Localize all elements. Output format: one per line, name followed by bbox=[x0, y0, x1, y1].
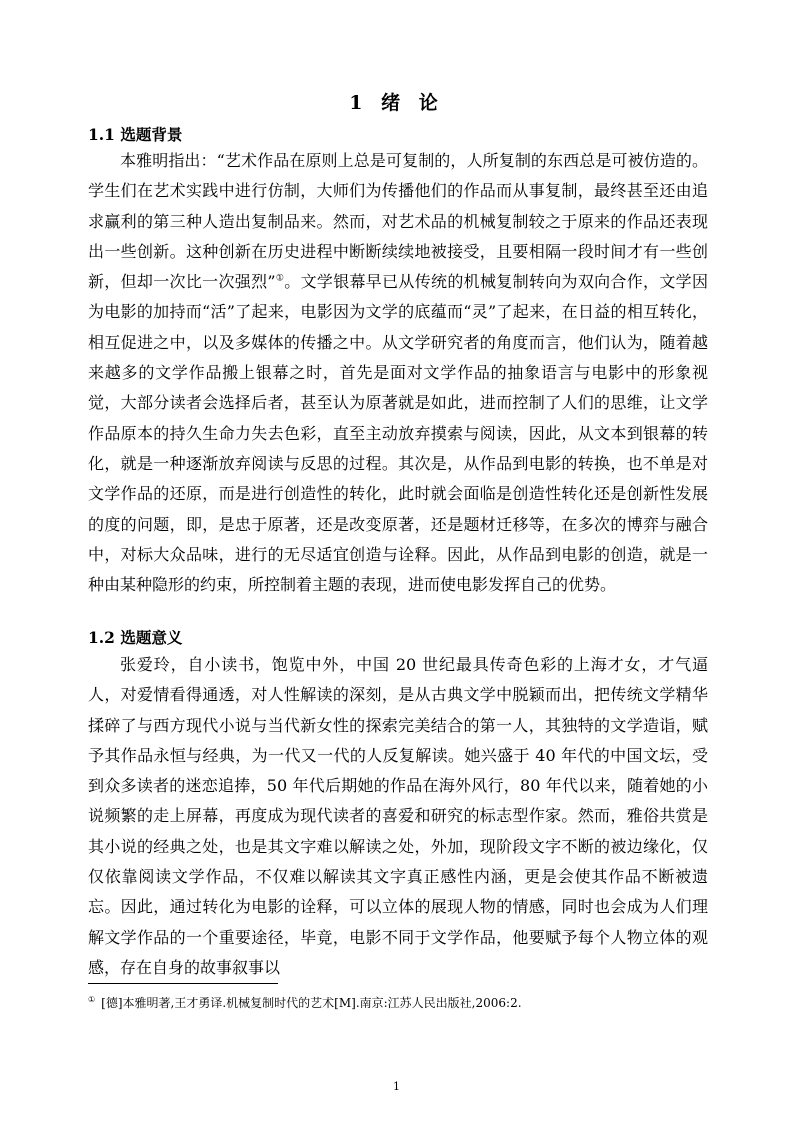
body-paragraph-background bbox=[88, 146, 708, 600]
footnote-text: [德]本雅明著,王才勇译.机械复制时代的艺术[M].南京:江苏人民出版社,2006:2. bbox=[101, 996, 522, 1010]
paragraph-text: 。文学银幕早已从传统的机械复制转向为双向合作，文学因为电影的加持而“活”了起来，电影因为文学的底蕴而“灵”了起来，在日益的相互转化，相互促进之中，以及多媒体的传播之中。从文学研究者的角度而言，他们认为，随着越来越多的文学作品搬上银幕之时，首先是面对文学作品的抽象语言与电影中的形象视觉，大部分读者会选择后者，甚至认为原著就是如此，进而控制了人们的思维，让文学作品原本的持久生命力失去色彩，直至主动放弃摸索与阅读，因此，从文本到银幕的转化，就是一种逐渐放弃阅读与反思的过程。其次是，从作品到电影的转换，也不单是对文学作品的还原，而是进行创造性的转化，此时就会面临是创造性转化还是创新性发展的度的问题，即，是忠于原著，还是改变原著，还是题材迁移等，在多次的博弈与融合中，对标大众品味，进行的无尽适宜创造与诠释。因此，从作品到电影的创造，就是一种由某种隐形的约束，所控制着主题的表现，进而使电影发挥自己的优势。 bbox=[88, 272, 708, 595]
section-heading-significance: 1.2 选题意义 bbox=[88, 628, 183, 647]
page-number: 1 bbox=[393, 1080, 400, 1093]
section-heading-background: 1.1 选题背景 bbox=[88, 125, 183, 144]
paragraph-text: 本雅明指出：“艺术作品在原则上总是可复制的，人所复制的东西总是可被仿造的。学生们在艺术实践中进行仿制，大师们为传播他们的作品而从事复制，最终甚至还由追求赢利的第三种人造出复制品来。然而，对艺术品的机械复制较之于原来的作品还表现出一些创新。这种创新在历史进程中断断续续地被接受，且要相隔一段时间才有一些创新，但却一次比一次强烈” bbox=[88, 151, 708, 292]
chapter-title: 1 绪 论 bbox=[349, 92, 444, 114]
body-paragraph-significance: 张爱玲，自小读书，饱览中外，中国 20 世纪最具传奇色彩的上海才女，才气逼人，对爱情看得通透，对人性解读的深刻，是从古典文学中脱颖而出，把传统文学精华揉碎了与西方现代小说与当代新女性的探索完美结合的第一人，其独特的文学造诣，赋予其作品永恒与经典，为一代又一代的人反复解读。她兴盛于 40 年代的中国文坛，受到众多读者的迷恋追捧，50 年代后期她的作品在海外风行，80 年代以来，随着她的小说频繁的走上屏幕，再度成为现代读者的喜爱和研究的标志型作家。然而，雅俗共赏是其小说的经典之处，也是其文字难以解读之处，外加，现阶段文字不断的被边缘化，仅仅依靠阅读文学作品，不仅难以解读其文字真正感性内涵，更是会使其作品不断被遗忘。因此，通过转化为电影的诠释，可以立体的展现人物的情感，同时也会成为人们理解文学作品的一个重要途径，毕竟，电影不同于文学作品，他要赋予每个人物立体的观感，存在自身的故事叙事以 bbox=[88, 655, 708, 977]
footnote-reference[interactable]: ① bbox=[275, 273, 285, 284]
footnote bbox=[88, 991, 708, 1012]
footnote-mark: ① bbox=[88, 995, 96, 1004]
footnote-divider bbox=[88, 983, 278, 984]
